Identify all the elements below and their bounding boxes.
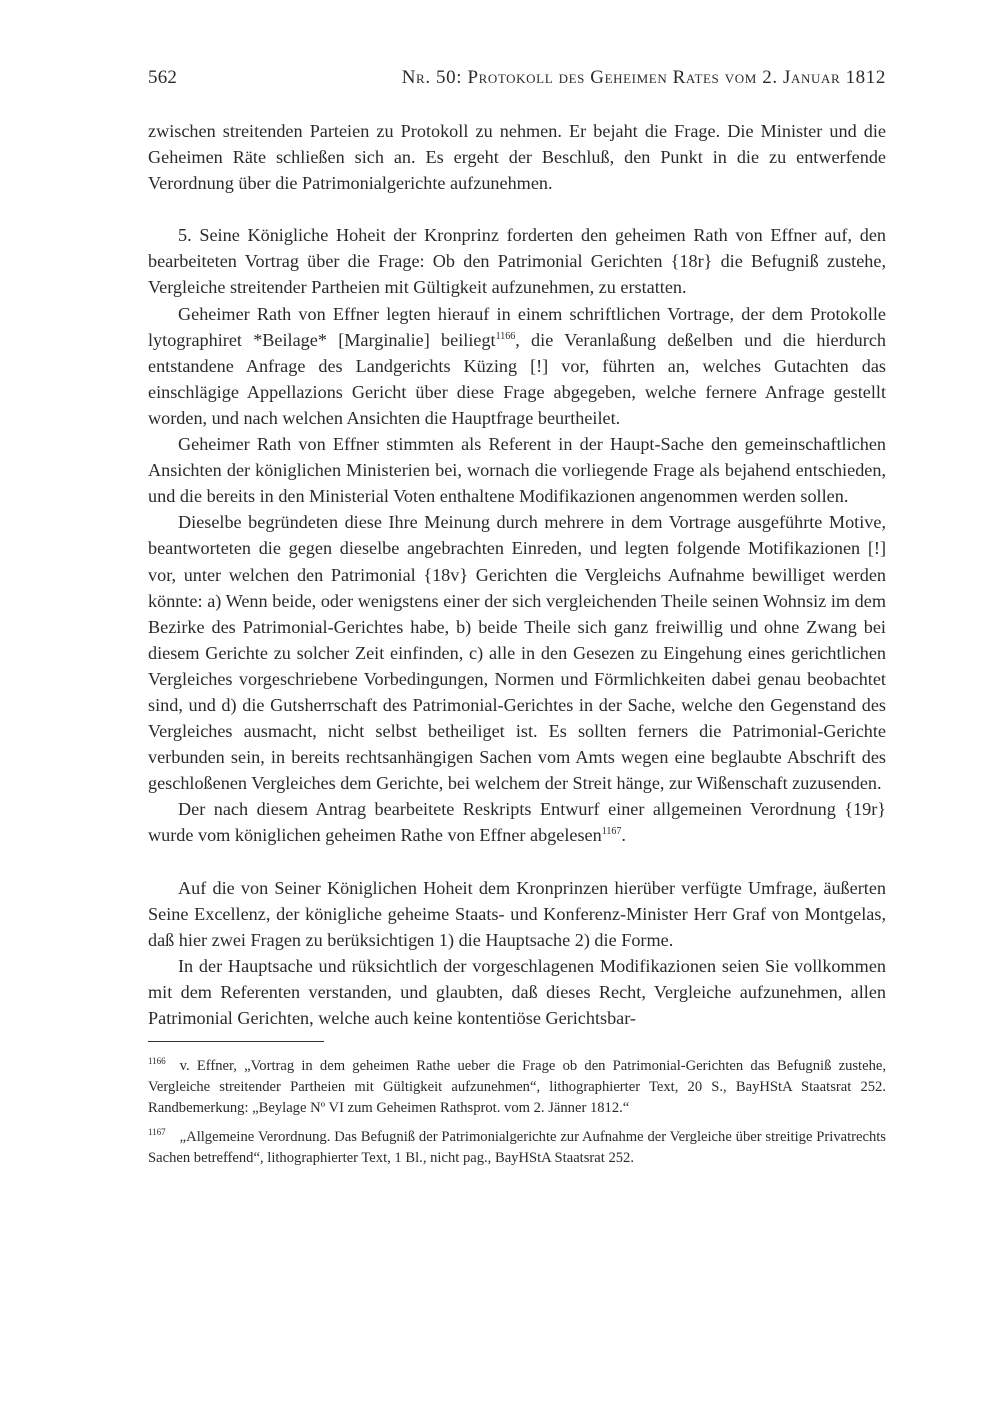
paragraph — [148, 301, 886, 431]
page — [148, 64, 886, 1177]
paragraph-text: , die Veranlaßung deßelben und die hierdurch entstandene Anfrage des Landgerichts Küzing [!] vor, führten an, welches Gutachten das einschlägige Appellazions Gericht über diese Frage abgegeben, welche fernere Anfrage gestellt worden, und nach welchen Ansichten die Hauptfrage beurtheilet. — [148, 329, 887, 428]
running-head — [148, 64, 886, 92]
footnote-number: 1167 — [148, 1127, 166, 1138]
running-title: Nr. 50: Protokoll des Geheimen Rates vom 2. Januar 1812 — [401, 67, 886, 88]
footnote — [148, 1127, 886, 1169]
paragraph: zwischen streitenden Parteien zu Protokoll zu nehmen. Er bejaht die Frage. Die Minister und die Geheimen Räte schließen sich an. Es ergeht der Beschluß, den Punkt in die zu entwerfende Verordnung über die Patrimonialgerichte aufzunehmen. — [148, 121, 886, 194]
paragraph: Dieselbe begründeten diese Ihre Meinung durch mehrere in dem Vortrage ausgeführte Motive, beantworteten die gegen dieselbe angebrachten Einreden, und legten folgende Motifikazionen [!] vor, unter welchen den Patrimonial {18v} Gerichten die Vergleichs Aufnahme bewilliget werden könnte: a) Wenn beide, oder wenigstens einer der sich vergleichenden Theile seinen Wohnsiz im dem Bezirke des Patrimonial-Gerichtes habe, b) beide Theile sich ganz freiwillig und ohne Zwang bei diesem Gerichte zu solcher Zeit einfinden, c) alle in den Gesezen zu Eingehung eines gerichtlichen Vergleiches vorgeschriebene Vorbedingungen, Normen und Förmlichkeiten dabei genau beobachtet sind, und d) die Gutsherrschaft des Patrimonial-Gerichtes in der Sache, welche den Gegenstand des Vergleiches ausmacht, nicht selbst betheiliget ist. Es sollten ferners die Patrimonial-Gerichte verbunden sein, in bereits rechtsanhängigen Sachen vom Amts wegen eine beglaubte Abschrift des geschloßenen Vergleiches dem Gerichte, bei welchem der Streit hänge, zur Wißenschaft zuzusenden. — [148, 512, 886, 794]
footnote-text: v. Effner, „Vortrag in dem geheimen Rathe ueber die Frage ob den Patrimonial-Gerichten das Befugniß zustehe, Vergleiche streitender Partheien mit Gültigkeit aufzunehmen“, lithographierter Text, 20 S., BayHStA Staatsrat 252. Randbemerkung: „Beylage Nº VI zum Geheimen Rathsprot. vom 2. Jänner 1812.“ — [148, 1058, 886, 1117]
page-number: 562 — [148, 67, 178, 88]
footnote-reference[interactable]: 1166 — [495, 330, 516, 342]
paragraph: 5. Seine Königliche Hoheit der Kronprinz forderten den geheimen Rath von Effner auf, den bearbeiteten Vortrag über die Frage: Ob den Patrimonial Gerichten {18r} die Befugniß zustehe, Vergleiche streitender Partheien mit Gültigkeit aufzunehmen, zu erstatten. — [148, 225, 886, 298]
footnote-number: 1166 — [148, 1056, 166, 1067]
footnote-text: „Allgemeine Verordnung. Das Befugniß der Patrimonialgerichte zur Aufnahme der Vergleiche über streitige Privatrechts Sachen betreffend“, lithographierter Text, 1 Bl., nicht pag., BayHStA Staatsrat 252. — [148, 1129, 886, 1167]
paragraph-text: Geheimer Rath von Effner legten hierauf in einem schriftlichen Vortrage, der dem Protokolle lytographiret *Beilage* [Marginalie] beiliegt — [148, 303, 886, 350]
paragraph — [148, 796, 886, 848]
paragraph-text: Der nach diesem Antrag bearbeitete Reskripts Entwurf einer allgemeinen Verordnung {19r} wurde vom königlichen geheimen Rathe von Effner abgelesen — [148, 799, 886, 846]
footnotes — [148, 1056, 886, 1169]
paragraph: Auf die von Seiner Königlichen Hoheit dem Kronprinzen hierüber verfügte Umfrage, äußerten Seine Excellenz, der königliche geheime Staats- und Konferenz-Minister Herr Graf von Montgelas, daß hier zwei Fragen zu berüksichtigen 1) die Hauptsache 2) die Forme. — [148, 877, 886, 950]
paragraph-text: . — [621, 825, 626, 846]
footnote-reference[interactable]: 1167 — [601, 826, 622, 838]
main-text — [148, 118, 886, 1031]
paragraph: In der Hauptsache und rüksichtlich der vorgeschlagenen Modifikazionen seien Sie vollkommen mit dem Referenten verstanden, und glaubten, daß dieses Recht, Vergleiche aufzunehmen, allen Patrimonial Gerichten, welche auch keine kontentiöse Gerichtsbar- — [148, 955, 886, 1028]
paragraph: Geheimer Rath von Effner stimmten als Referent in der Haupt-Sache den gemeinschaftlichen Ansichten der königlichen Ministerien bei, wornach die vorliegende Frage als bejahend entschieden, und die bereits in den Ministerial Voten enthaltene Modifikazionen angenommen werden sollen. — [148, 434, 886, 507]
footnote-separator — [148, 1041, 324, 1042]
footnote — [148, 1056, 886, 1119]
